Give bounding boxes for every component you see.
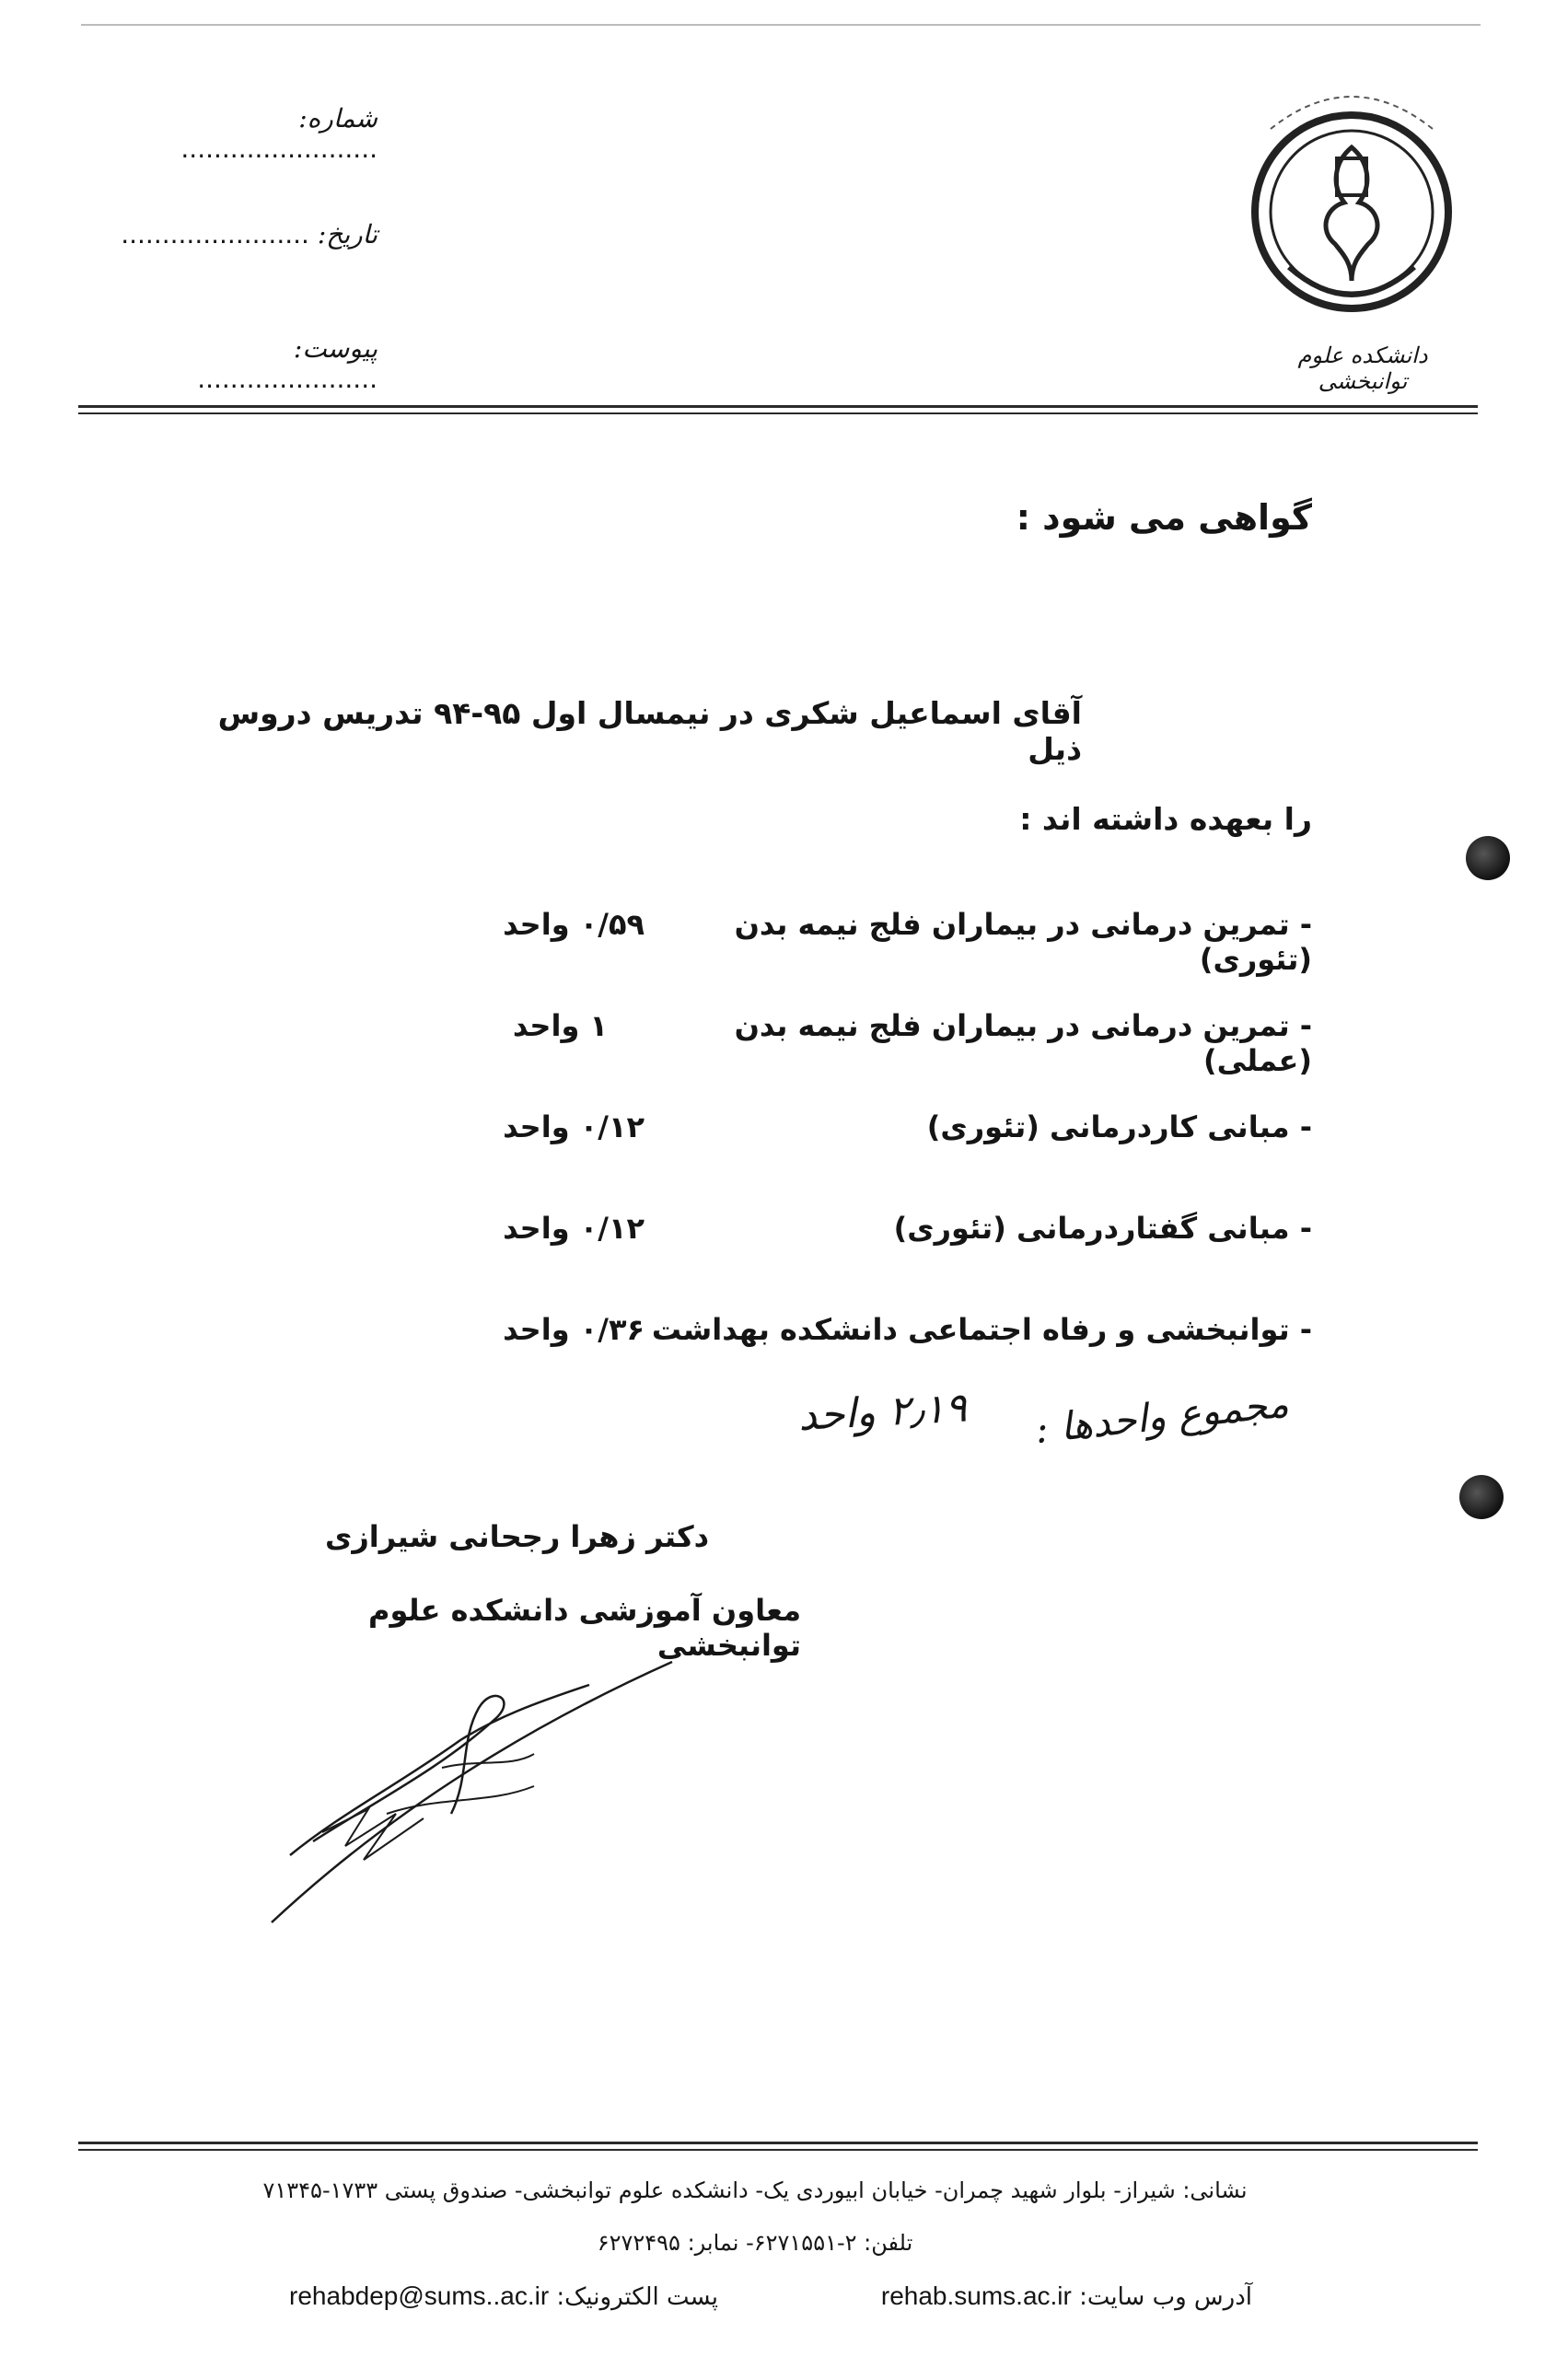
course-units: ۰/۱۲ واحد bbox=[503, 1211, 645, 1246]
attachment-label: پیوست: bbox=[293, 333, 377, 364]
course-title: - توانبخشی و رفاه اجتماعی دانشکده بهداشت bbox=[651, 1312, 1312, 1347]
course-title: - تمرین درمانی در بیماران فلج نیمه بدن (عملی) bbox=[734, 1008, 1312, 1078]
footer-phone: تلفن: ۲-۶۲۷۱۵۵۱- نمابر: ۶۲۷۲۴۹۵ bbox=[597, 2230, 913, 2256]
header-rule-top bbox=[78, 405, 1478, 408]
intro-line: آقای اسماعیل شکری در نیمسال اول ۹۵-۹۴ تدریس دروس ذیل bbox=[217, 695, 1082, 767]
header-rule-bottom bbox=[78, 412, 1478, 414]
course-units: ۰/۱۲ واحد bbox=[503, 1109, 645, 1144]
certificate-heading: گواهی می شود : bbox=[1016, 497, 1312, 538]
footer-rule-top bbox=[78, 2142, 1478, 2144]
email-label: پست الکترونیک: bbox=[556, 2283, 718, 2311]
course-units: ۱ واحد bbox=[512, 1008, 608, 1043]
course-units: ۰/۵۹ واحد bbox=[503, 907, 645, 942]
website-label: آدرس وب سایت: bbox=[1079, 2283, 1252, 2311]
attachment-field bbox=[110, 333, 377, 394]
signatory-title: معاون آموزشی دانشکده علوم توانبخشی bbox=[367, 1593, 801, 1663]
date-field bbox=[110, 219, 377, 256]
handwritten-total-value: ۲٫۱۹ واحد bbox=[796, 1384, 969, 1440]
number-label: شماره: bbox=[298, 103, 377, 134]
website-link[interactable]: rehab.sums.ac.ir bbox=[880, 2282, 1072, 2310]
course-title: - تمرین درمانی در بیماران فلج نیمه بدن (تئوری) bbox=[734, 907, 1312, 977]
university-emblem-icon bbox=[1234, 74, 1473, 350]
course-units: ۰/۳۶ واحد bbox=[503, 1312, 645, 1347]
footer-rule-bottom bbox=[78, 2149, 1478, 2151]
institution-name: دانشکده علوم توانبخشی bbox=[1297, 343, 1428, 394]
footer-address: نشانی: شیراز- بلوار شهید چمران- خیابان ابیوردی یک- دانشکده علوم توانبخشی- صندوق پستی ۱۷۳۳-۷۱۳۴۵ bbox=[262, 2177, 1248, 2203]
handwritten-total-label: مجموع واحدها : bbox=[1032, 1380, 1291, 1453]
date-value: ....................... bbox=[121, 219, 309, 250]
footer-email-row bbox=[267, 2282, 718, 2311]
course-title: - مبانی کاردرمانی (تئوری) bbox=[926, 1109, 1312, 1144]
course-title: - مبانی گفتاردرمانی (تئوری) bbox=[893, 1211, 1312, 1246]
footer-website-row bbox=[856, 2282, 1252, 2311]
attachment-value: ...................... bbox=[197, 364, 377, 394]
date-label: تاریخ: bbox=[317, 219, 377, 250]
signature-icon bbox=[258, 1630, 691, 1933]
number-field bbox=[110, 103, 377, 164]
punch-hole-bottom bbox=[1459, 1475, 1504, 1519]
university-logo bbox=[1234, 74, 1473, 394]
signatory-name: دکتر زهرا رجحانی شیرازی bbox=[324, 1519, 709, 1554]
punch-hole-top bbox=[1466, 836, 1510, 880]
top-rule bbox=[81, 24, 1481, 26]
number-value: ........................ bbox=[180, 134, 377, 164]
intro-line-2: را بعهده داشته اند : bbox=[1019, 801, 1312, 837]
email-link[interactable]: rehabdep@sums..ac.ir bbox=[289, 2282, 550, 2310]
